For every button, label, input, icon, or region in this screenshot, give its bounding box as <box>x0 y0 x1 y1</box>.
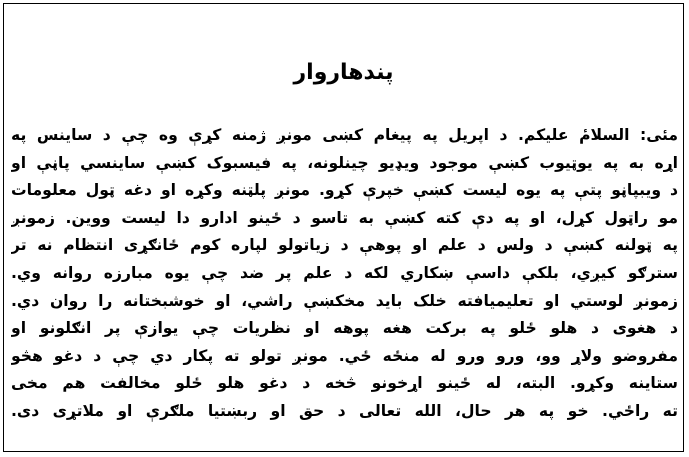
body-line: د ویبپاڼو پتې په یوه لیست کښې خپرې کړو. مونږ پلټنه وکړه او دغه ټول معلومات <box>11 181 678 200</box>
document-title: پندهاروار <box>293 60 394 85</box>
body-line: اړه به په یوټیوب کښې موجود ویډیو چینلونه، په فیسبوک کښې ساینسي پاڼې او <box>11 153 678 172</box>
body-line: ستاینه وکړو. البته، له ځینو اړخونو څخه د دغو هلو ځلو مخالفت هم مخی <box>11 374 678 393</box>
body-line: سترګو کیږي، بلکې داسې ښکاري لکه د علم پر ضد چې یوه مبارزه روانه وي. <box>11 263 678 282</box>
body-line: په ټولنه کښې د ولس د علم او پوهې د زیاتولو لپاره کوم ځانګړی انتظام نه تر <box>11 236 678 255</box>
body-line: ته راځي. خو په هر حال، الله تعالی د حق او ربښتیا ملګرې او ملاتړی دی. <box>11 401 678 420</box>
document-body <box>11 122 678 426</box>
body-line: مو راټول کړل، او په دې کته کښې به تاسو د ځینو ادارو دا لیست ووین. زمونږ <box>11 208 678 227</box>
body-line: مئی: السلامٔ علیکم. د اپریل په پیغام کښی مونږ ژمنه کړې وه چې د ساینس په <box>11 126 678 144</box>
body-line: د هغوی د هلو ځلو په برکت هغه پوهه او نظریات چې یوازې پر انګلونو او <box>11 319 678 338</box>
document-frame <box>3 3 684 452</box>
body-line: زمونږ لوستي او تعلیمیافته خلک باید مخکښې راشي، او خوشبختانه را روان دي. <box>11 291 678 310</box>
body-line: مفروضو ولاړ وو، ورو ورو له منځه ځي. مونږ تولو ته پکار دي چې د دغو هڅو <box>11 346 678 365</box>
